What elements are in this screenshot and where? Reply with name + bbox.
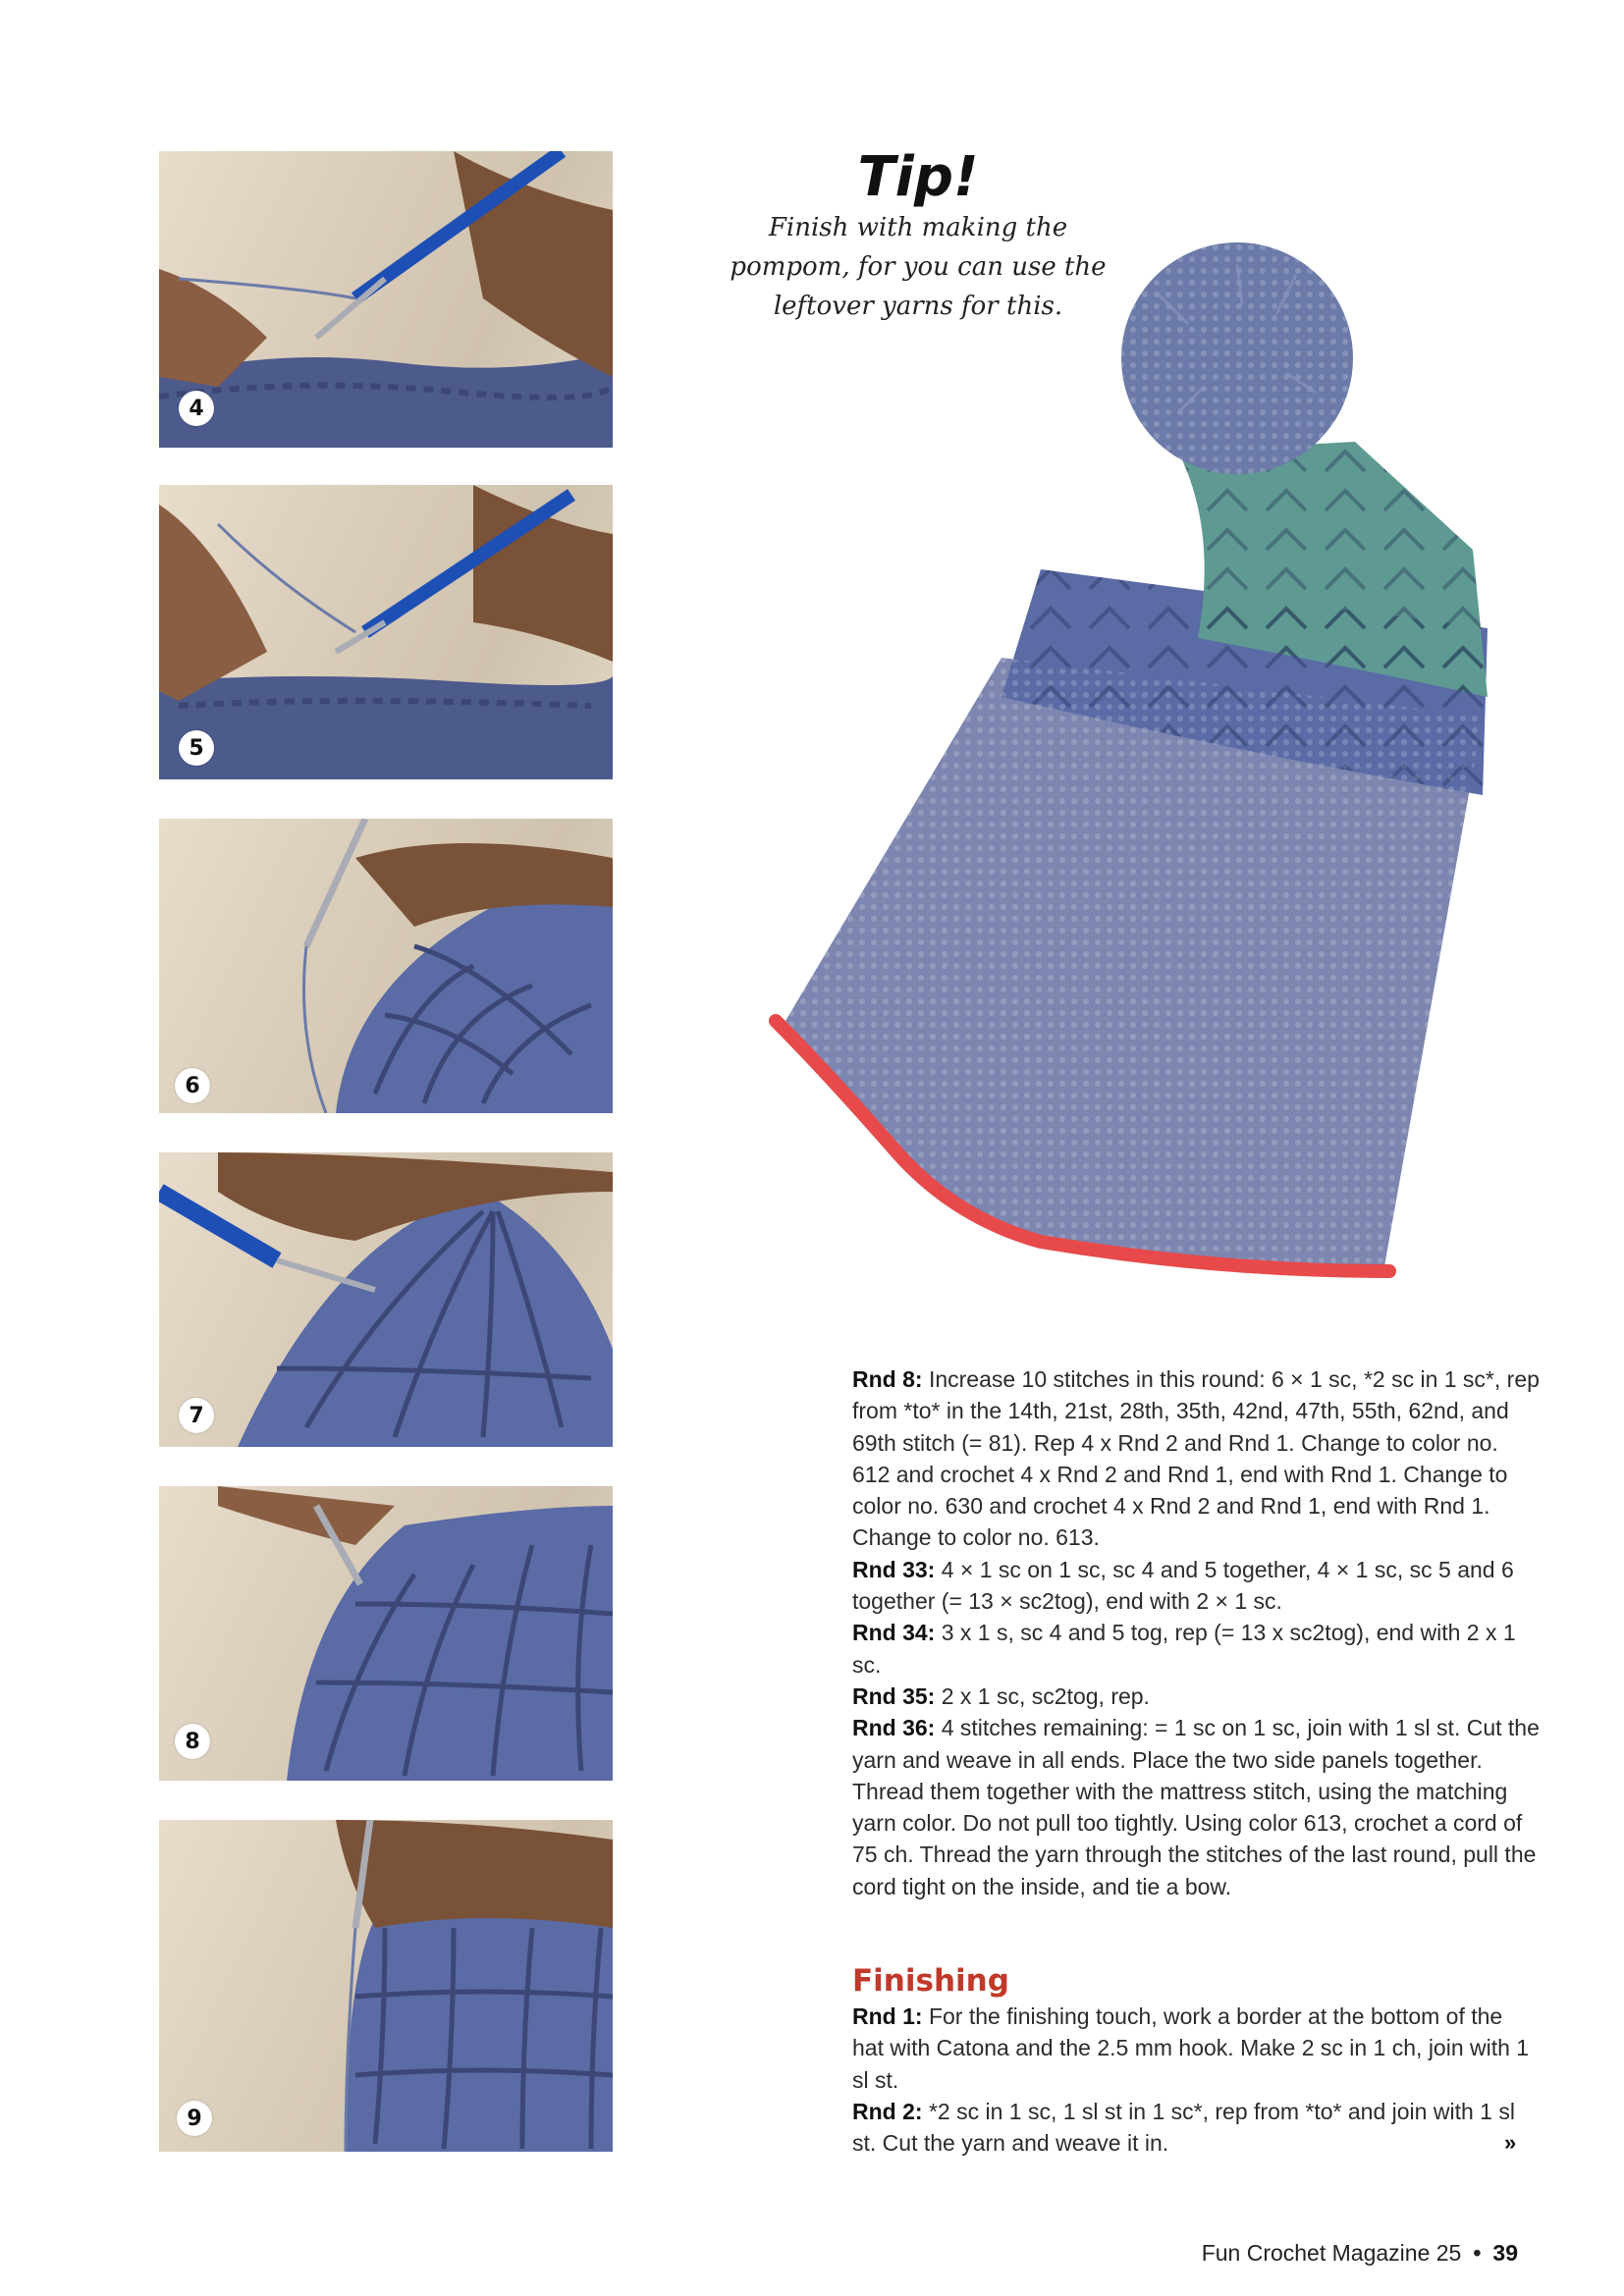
step-number-badge: 7 <box>179 1398 214 1433</box>
round-label: Rnd 34: <box>852 1620 936 1646</box>
tip-title: Tip! <box>857 145 979 209</box>
round-label: Rnd 36: <box>852 1715 936 1741</box>
round-instruction: Rnd 8: Increase 10 stitches in this round: 6 × 1 sc, *2 sc in 1 sc*, rep from *to* in the 14th, 21st, 28th, 35th, 42nd, 47th, 55th, 62nd, and 69th stitch (= 81). Rep 4 x Rnd 2 and Rnd 1. Change to color no. 612 and crochet 4 x Rnd 2 and Rnd 1, end with Rnd 1. Change to color no. 630 and crochet 4 x Rnd 2 and Rnd 1, end with Rnd 1. Change to color no. 613. <box>852 1366 1540 1551</box>
round-instruction: Rnd 34: 3 x 1 s, sc 4 and 5 tog, rep (= 13 x sc2tog), end with 2 x 1 sc. <box>852 1620 1516 1678</box>
finishing-instructions <box>852 2001 1540 2159</box>
crochet-hands-illustration <box>159 1152 613 1447</box>
page-number: 39 <box>1492 2240 1518 2266</box>
crochet-hands-illustration <box>159 1820 613 2152</box>
continue-arrow-icon: » <box>1504 2130 1517 2155</box>
page-footer <box>1202 2240 1518 2267</box>
step-number-badge: 5 <box>179 730 214 766</box>
crochet-hands-illustration <box>159 819 613 1113</box>
round-label: Rnd 35: <box>852 1682 936 1709</box>
round-instruction: Rnd 35: 2 x 1 sc, sc2tog, rep. <box>852 1682 1150 1709</box>
round-label: Rnd 33: <box>852 1556 936 1582</box>
step-photo-6 <box>159 819 613 1113</box>
round-instruction: Rnd 1: For the finishing touch, work a border at the bottom of the hat with Catona and the 2.5 mm hook. Make 2 sc in 1 ch, join with 1 sl st. <box>852 2003 1530 2093</box>
step-photo-9 <box>159 1820 613 2152</box>
crochet-hands-illustration <box>159 485 613 779</box>
step-number-badge: 9 <box>177 2101 212 2136</box>
finishing-heading: Finishing <box>852 1963 1009 1999</box>
footer-separator: • <box>1473 2240 1482 2266</box>
step-photo-8 <box>159 1486 613 1781</box>
step-number-badge: 8 <box>175 1724 210 1759</box>
round-instruction: Rnd 33: 4 × 1 sc on 1 sc, sc 4 and 5 together, 4 × 1 sc, sc 5 and 6 together (= 13 × sc2tog), end with 2 × 1 sc. <box>852 1556 1514 1615</box>
step-photo-4 <box>159 151 613 448</box>
round-instruction: Rnd 2: *2 sc in 1 sc, 1 sl st in 1 sc*, rep from *to* and join with 1 sl st. Cut the yarn and weave it in. <box>852 2098 1515 2157</box>
step-number-badge: 4 <box>179 391 214 426</box>
tip-text: Finish with making the pompom, for you can use the leftover yarns for this. <box>730 213 1107 321</box>
round-label: Rnd 1: <box>852 2003 923 2029</box>
crochet-hands-illustration <box>159 1486 613 1781</box>
magazine-name: Fun Crochet Magazine 25 <box>1201 2240 1462 2266</box>
round-label: Rnd 2: <box>852 2098 923 2124</box>
step-number-badge: 6 <box>175 1068 210 1103</box>
crochet-hands-illustration <box>159 151 613 448</box>
round-instruction: Rnd 36: 4 stitches remaining: = 1 sc on 1 sc, join with 1 sl st. Cut the yarn and weave in all ends. Place the two side panels together. Thread them together with the mattress stitch, using the matching yarn color. Do not pull too tightly. Using color 613, crochet a cord of 75 ch. Thread the yarn through the stitches of the last round, pull the cord tight on the inside, and tie a bow. <box>852 1715 1540 1899</box>
finished-hat-photo <box>668 206 1492 1315</box>
pattern-instructions <box>852 1363 1540 1902</box>
step-photo-7 <box>159 1152 613 1447</box>
round-label: Rnd 8: <box>852 1366 923 1392</box>
step-photo-5 <box>159 485 613 779</box>
